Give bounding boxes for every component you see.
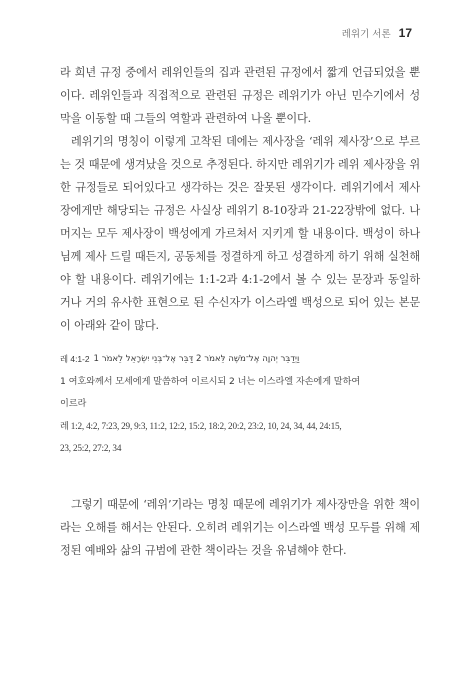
page-number: 17 xyxy=(398,26,412,40)
reference-list-line-1: 레 1:2, 4:2, 7:23, 29, 9:3, 11:2, 12:2, 15:2, 18:2, 20:2, 23:2, 10, 24, 34, 44, 24:15, xyxy=(60,421,342,431)
page-header xyxy=(342,26,412,40)
paragraph-3: 그렇기 때문에 ‘레위’기라는 명칭 때문에 레위기가 제사장만을 위한 책이라는 오해를 해서는 안된다. 오히려 레위기는 이스라엘 백성 모두를 위해 제정된 예배와 삶의 규범에 관한 책이라는 것을 유념해야 한다. xyxy=(60,498,420,557)
hebrew-verse-text: וַיְדַבֵּר יְהוָה אֶל־מֹשֶׁה לֵּאמֹר 2 דַּבֵּר אֶל־בְּנֵי יִשְׂרָאֵל לֵאמֹר 1 xyxy=(93,354,300,364)
hebrew-verse-line xyxy=(60,347,420,371)
paragraph-1: 라 희년 규정 중에서 레위인들의 집과 관련된 규정에서 짧게 언급되었을 뿐이다. 레위인들과 직접적으로 관련된 규정은 레위기가 아닌 민수기에서 성막을 이동할 때 그들의 역할과 관련하여 나올 뿐이다. xyxy=(60,66,420,125)
running-title: 레위기 서론 xyxy=(341,29,391,40)
scripture-quote xyxy=(60,347,420,459)
hebrew-verse-reference: 레 4:1-2 xyxy=(60,354,90,364)
paragraph-2: 레위기의 명칭이 이렇게 고착된 데에는 제사장을 ‘레위 제사장’으로 부르는 것 때문에 생겨났을 것으로 추정된다. 하지만 레위기가 레위 제사장을 위한 규정들로 되어있다고 생각하는 것은 잘못된 생각이다. 레위기에서 제사장에게만 해당되는 규정은 사실상 레위기 8-10장과 21-22장밖에 없다. 나머지는 모두 제사장이 백성에게 가르쳐서 지키게 할 내용이다. 백성이 하나님께 제사 드릴 때든지, 공동체를 정결하게 하고 성결하게 하기 위해 실천해야 할 내용이다. 레위기에는 1:1-2과 4:1-2에서 볼 수 있는 문장과 동일하거나 거의 유사한 표현으로 된 수신자가 이스라엘 백성으로 되어 있는 본문이 아래와 같이 많다. xyxy=(60,135,420,332)
translation-line-1: 1 여호와께서 모세에게 말씀하여 이르시되 2 너는 이스라엘 자손에게 말하여 xyxy=(60,376,361,387)
reference-list-line-2: 23, 25:2, 27:2, 34 xyxy=(60,443,122,453)
translation-line-2: 이르라 xyxy=(60,398,87,409)
